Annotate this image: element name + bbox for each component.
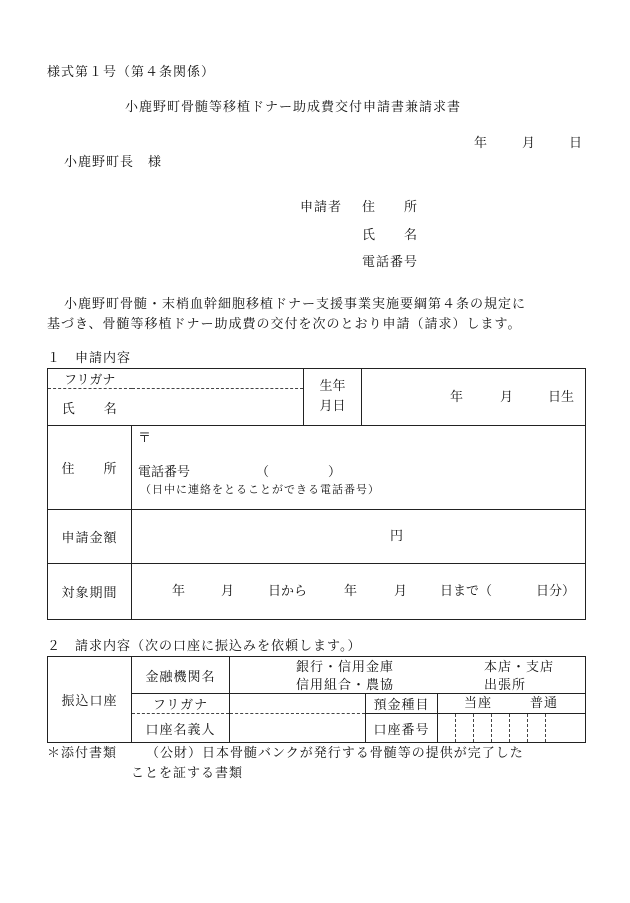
period-input[interactable] (132, 564, 586, 620)
phone-paren-open: （ (256, 465, 270, 480)
phone-paren-close: ） (328, 465, 342, 480)
birth-label-cell (304, 369, 362, 426)
account-digit-7[interactable] (546, 714, 586, 743)
furigana-label: フリガナ (64, 373, 116, 388)
addressee: 小鹿野町長 様 (64, 155, 163, 170)
deposit-type-current: 当座 (464, 696, 493, 711)
applicant-address-label: 住 所 (362, 200, 419, 215)
postal-mark: 〒 (138, 431, 152, 446)
period-day-1: 日から (268, 584, 308, 599)
amount-label-cell (48, 510, 132, 564)
period-month-1: 月 (221, 584, 235, 599)
birth-day: 日生 (548, 390, 575, 405)
account-digit-5[interactable] (510, 714, 528, 743)
period-year-1: 年 (172, 584, 186, 599)
deposit-type-label: 預金種目 (373, 698, 430, 713)
date-day: 日 (569, 136, 583, 151)
intro-line-2: 基づき、骨髄等移植ドナー助成費の交付を次のとおり申請（請求）します。 (47, 317, 522, 332)
furigana-input[interactable] (132, 369, 304, 389)
furigana2-label: フリガナ (152, 698, 209, 713)
holder-label: 口座名義人 (145, 722, 216, 738)
furigana2-label-cell (132, 694, 230, 714)
date-year: 年 (474, 136, 488, 151)
attachment-label: ＊添付書類 (47, 746, 118, 761)
birth-year: 年 (450, 390, 464, 405)
applicant-name-label: 氏 名 (362, 228, 419, 243)
account-digit-6[interactable] (528, 714, 546, 743)
application-table (47, 368, 586, 620)
bank-table (47, 656, 586, 743)
birth-input[interactable] (362, 369, 586, 426)
phone-note: （日中に連絡をとることができる電話番号） (140, 483, 380, 496)
amount-label: 申請金額 (61, 531, 118, 546)
deposit-type-ordinary: 普通 (530, 696, 559, 711)
holder-label-cell (132, 714, 230, 743)
branch-type-2: 出張所 (484, 678, 527, 693)
account-label-cell (48, 657, 132, 743)
form-number: 様式第１号（第４条関係） (47, 65, 216, 80)
page-title: 小鹿野町骨髄等移植ドナー助成費交付申請書兼請求書 (125, 100, 462, 115)
section1-heading: １ 申請内容 (47, 351, 132, 366)
holder-input[interactable] (230, 714, 366, 743)
attachment-text-2: ことを証する書類 (131, 766, 244, 781)
account-digit-3[interactable] (474, 714, 492, 743)
bank-type-1: 銀行・信用金庫 (296, 660, 395, 675)
period-days: 日分） (536, 584, 576, 599)
intro-line-1: 小鹿野町骨髄・末梢血幹細胞移植ドナー支援事業実施要綱第４条の規定に (64, 297, 527, 312)
account-no-label-cell (366, 714, 438, 743)
bank-label: 金融機関名 (145, 669, 216, 685)
amount-unit: 円 (390, 529, 404, 544)
address-input[interactable] (132, 426, 586, 510)
amount-input[interactable] (132, 510, 586, 564)
account-digit-2[interactable] (456, 714, 474, 743)
bank-input[interactable] (230, 657, 586, 694)
applicant-label: 申請者 (300, 200, 343, 215)
birth-label-2: 月日 (319, 399, 346, 414)
period-label: 対象期間 (61, 586, 118, 601)
address-label-cell (48, 426, 132, 510)
account-digit-4[interactable] (492, 714, 510, 743)
birth-month: 月 (500, 390, 514, 405)
phone-line-label: 電話番号 (138, 465, 191, 480)
furigana-label-cell (48, 369, 132, 389)
period-year-2: 年 (344, 584, 358, 599)
period-month-2: 月 (394, 584, 408, 599)
address-label: 住 所 (61, 462, 118, 477)
deposit-type-select[interactable] (438, 694, 586, 714)
account-digit-1[interactable] (438, 714, 456, 743)
period-label-cell (48, 564, 132, 620)
account-label: 振込口座 (61, 694, 118, 709)
bank-type-2: 信用組合・農協 (296, 678, 395, 693)
birth-label-1: 生年 (319, 379, 346, 394)
furigana2-input[interactable] (230, 694, 366, 714)
applicant-phone-label: 電話番号 (362, 255, 419, 270)
branch-type-1: 本店・支店 (484, 660, 555, 675)
bank-label-cell (132, 657, 230, 694)
name-input[interactable] (132, 389, 304, 426)
deposit-type-label-cell (366, 694, 438, 714)
account-no-label: 口座番号 (373, 722, 430, 738)
period-day-2: 日まで（ (440, 584, 493, 599)
name-label-cell (48, 389, 132, 426)
name-label: 氏 名 (61, 401, 118, 417)
date-month: 月 (522, 136, 536, 151)
section2-heading: ２ 請求内容（次の口座に振込みを依頼します。） (47, 639, 362, 654)
attachment-text-1: （公財）日本骨髄バンクが発行する骨髄等の提供が完了した (146, 746, 524, 761)
